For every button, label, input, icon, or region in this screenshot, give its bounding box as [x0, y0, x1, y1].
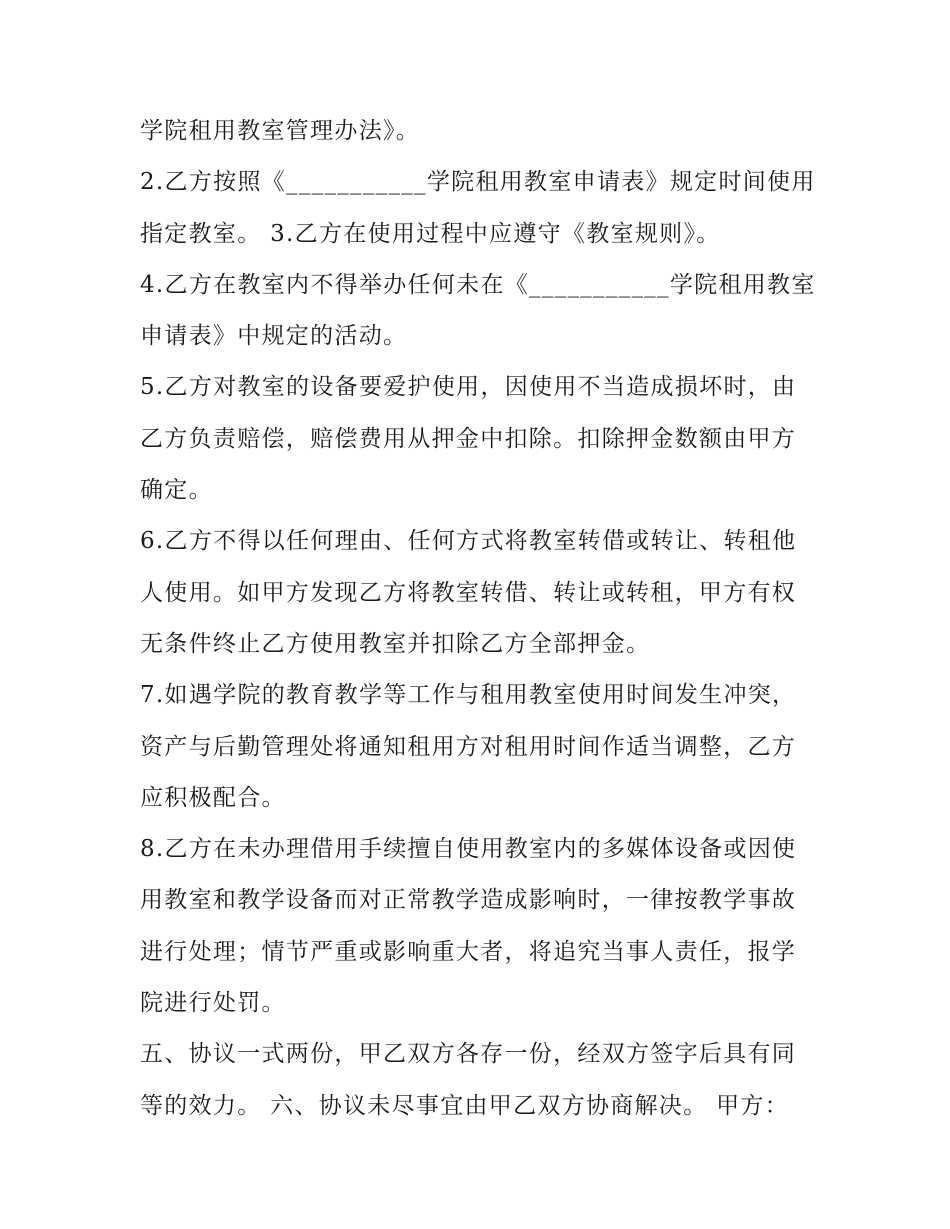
text-line: 等的效力。 六、协议未尽事宜由甲乙双方协商解决。 甲方： — [140, 1092, 790, 1119]
text-line: 乙方负责赔偿，赔偿费用从押金中扣除。扣除押金数额由甲方 — [140, 425, 797, 452]
text-line: 学院租用教室管理办法》。 — [140, 118, 421, 144]
text-line: 无条件终止乙方使用教室并扣除乙方全部押金。 — [140, 630, 651, 657]
text-line: 4.乙方在教室内不得举办任何未在《___________学院租用教室 — [140, 271, 816, 298]
text-line: 6.乙方不得以任何理由、任何方式将教室转借或转让、转租他 — [140, 528, 797, 555]
text-line: 7.如遇学院的教育教学等工作与租用教室使用时间发生冲突， — [140, 682, 797, 709]
text-line: 资产与后勤管理处将通知租用方对租用时间作适当调整，乙方 — [140, 733, 797, 760]
text-line: 5.乙方对教室的设备要爱护使用，因使用不当造成损坏时，由 — [140, 374, 797, 401]
text-line: 院进行处罚。 — [140, 990, 286, 1017]
text-line: 确定。 — [140, 477, 213, 504]
text-line: 2.乙方按照《___________学院租用教室申请表》规定时间使用 — [140, 169, 816, 196]
text-line: 申请表》中规定的活动。 — [140, 323, 408, 350]
document-body — [140, 106, 820, 1132]
text-line: 进行处理；情节严重或影响重大者，将追究当事人责任，报学 — [140, 938, 797, 965]
text-line: 应积极配合。 — [140, 784, 286, 811]
text-line: 人使用。如甲方发现乙方将教室转借、转让或转租，甲方有权 — [140, 579, 797, 606]
text-line: 五、协议一式两份，甲乙双方各存一份，经双方签字后具有同 — [140, 1041, 797, 1068]
text-line: 8.乙方在未办理借用手续擅自使用教室内的多媒体设备或因使 — [140, 836, 797, 863]
text-line: 指定教室。 3.乙方在使用过程中应遵守《教室规则》。 — [140, 220, 721, 247]
text-line: 用教室和教学设备而对正常教学造成影响时，一律按教学事故 — [140, 887, 797, 914]
